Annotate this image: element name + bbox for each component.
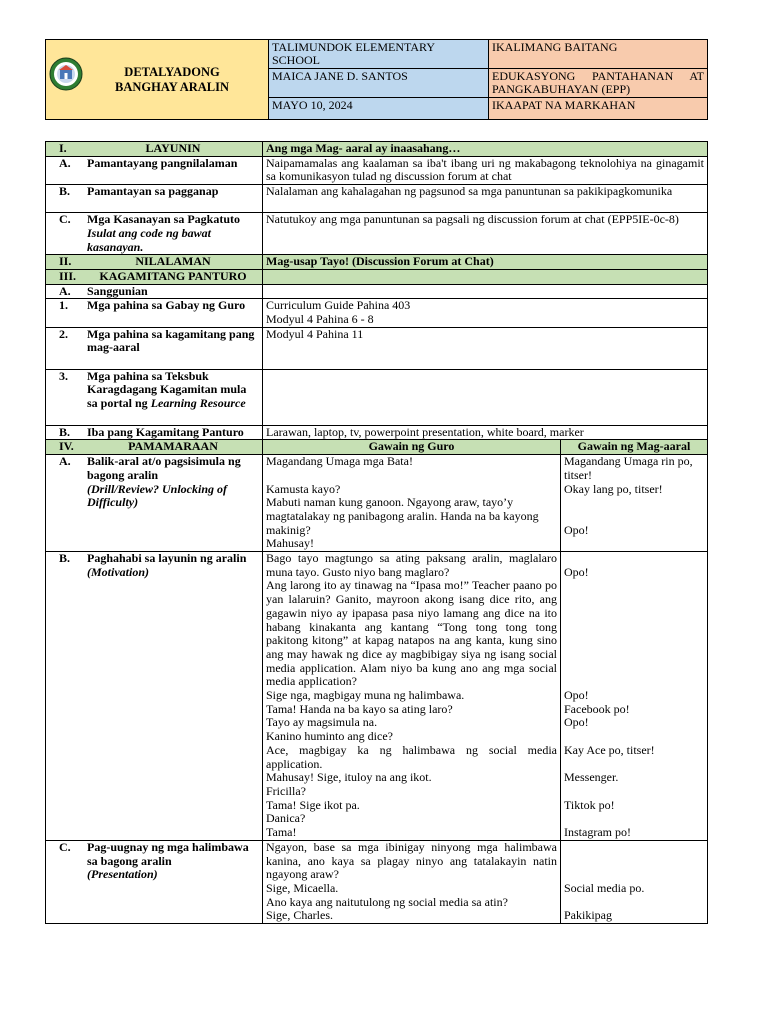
mag-aaral-line xyxy=(564,621,704,635)
mag-aaral-line: Opo! xyxy=(564,522,589,537)
item-value xyxy=(263,299,708,327)
item-sublabel: Isulat ang code ng bawat kasanayan. xyxy=(87,225,212,254)
item-letter: A. xyxy=(59,155,71,170)
column-header-guro: Gawain ng Guro xyxy=(263,440,561,455)
section-label: PAMAMARAAN xyxy=(128,439,218,454)
mag-aaral-line: Messenger. xyxy=(564,770,619,785)
mag-aaral-line: Kay Ace po, titser! xyxy=(564,742,655,757)
subject-name xyxy=(489,69,708,98)
guro-line: Ang larong ito ay tinawag na “Ipasa mo!” Teacher paano po yan lalaruin? Ganito, mayroon akong isang dice rito, ang gagawin niyo ay ipapasa pasa niyo lamang ang dice na ito habang kinakanta ang kantang “Tong tong tong tong pakitong kitong” at kapag natapos na ang kanta, kung sino ang may hawak ng dice ay magbibigay siya ng isang social media application. Alam niyo ba kung ano ang mga social media application? xyxy=(266,578,557,689)
mag-aaral-line: Social media po. xyxy=(564,880,645,895)
procedure-row-a xyxy=(46,455,708,552)
item-label: Mga pahina sa Gabay ng Guro xyxy=(87,298,246,313)
mag-aaral-line xyxy=(564,662,704,676)
guro-line: Fricilla? xyxy=(266,784,306,798)
procedure-row-c xyxy=(46,840,708,923)
guro-line: Magandang Umaga mga Bata! xyxy=(266,454,413,469)
item-label: Mga pahina sa Teksbuk Karagdagang Kagamitan mula sa portal ng xyxy=(87,368,247,411)
mag-aaral-line xyxy=(564,785,704,799)
item-sublabel: (Drill/Review? Unlocking of Difficulty) xyxy=(87,481,227,510)
guro-line: Kanino huminto ang dice? xyxy=(266,729,393,744)
guro-activity xyxy=(263,840,561,923)
guro-line: Sige, Charles. xyxy=(266,908,333,923)
title-line-1: DETALYADONG xyxy=(124,64,220,79)
item-label-italic: Learning Resource xyxy=(150,396,246,411)
mag-aaral-line xyxy=(564,812,704,826)
quarter-name: IKAAPAT NA MARKAHAN xyxy=(489,98,708,120)
mag-aaral-activity xyxy=(561,552,708,841)
row-gabay xyxy=(46,299,708,327)
item-letter: A. xyxy=(59,454,71,469)
guro-line: Kamusta kayo? xyxy=(266,481,341,496)
item-value: Naipamamalas ang kaalaman sa iba't ibang uri ng makabagong teknolohiya na ginagamit sa komunikasyon tulad ng discussion forum at chat xyxy=(263,156,708,184)
section-label: LAYUNIN xyxy=(145,141,201,155)
section-kagamitang xyxy=(46,269,708,284)
section-number: II. xyxy=(59,254,72,269)
mag-aaral-line xyxy=(564,648,704,662)
row-iba-pang xyxy=(46,425,708,440)
lesson-date: MAYO 10, 2024 xyxy=(269,98,489,120)
item-letter: A. xyxy=(59,283,71,298)
row-kagamitang-mag-aaral xyxy=(46,327,708,369)
mag-aaral-activity xyxy=(561,840,708,923)
mag-aaral-line xyxy=(564,552,704,566)
section-label: NILALAMAN xyxy=(135,254,211,269)
section-layunin xyxy=(46,142,708,157)
guro-line: Ano kaya ang naitutulong ng social media sa atin? xyxy=(266,894,508,909)
grade-level: IKALIMANG BAITANG xyxy=(489,40,708,69)
mag-aaral-line xyxy=(564,607,704,621)
mag-aaral-line xyxy=(564,841,704,855)
section-pamamaraan xyxy=(46,440,708,455)
item-label: Mga Kasanayan sa Pagkatuto xyxy=(87,212,241,227)
guro-line: Ace, magbigay ka ng halimbawa ng social media application. xyxy=(266,742,557,771)
guro-line: Bago tayo magtungo sa ating paksang aralin, maglalaro muna tayo. Gusto niyo bang maglaro? xyxy=(266,551,557,579)
procedure-row-b xyxy=(46,552,708,841)
row-teksbuk xyxy=(46,369,708,425)
item-letter: B. xyxy=(59,551,71,566)
item-value-line: Modyul 4 Pahina 6 - 8 xyxy=(266,312,374,327)
item-letter: B. xyxy=(59,424,71,439)
guro-line: Tama! xyxy=(266,825,297,840)
section-number: IV. xyxy=(59,439,74,454)
mag-aaral-line xyxy=(564,579,704,593)
item-sublabel: (Presentation) xyxy=(87,867,158,882)
mag-aaral-line: Opo! xyxy=(564,687,589,702)
mag-aaral-line xyxy=(564,855,704,869)
item-label: Sanggunian xyxy=(87,283,148,298)
guro-line: Tayo ay magsimula na. xyxy=(266,715,378,730)
guro-line xyxy=(266,469,557,483)
item-label: Mga pahina sa kagamitang pang mag-aaral xyxy=(87,326,255,355)
item-value: Larawan, laptop, tv, powerpoint presentation, white board, marker xyxy=(263,425,708,440)
row-pamantayang xyxy=(46,156,708,184)
item-value: Nalalaman ang kahalagahan ng pagsunod sa mga panuntunan sa pakikipagkomunika xyxy=(263,185,708,213)
item-value xyxy=(263,369,708,425)
section-value: Mag-usap Tayo! (Discussion Forum at Chat) xyxy=(263,255,708,270)
guro-line: Sige, Micaella. xyxy=(266,880,339,895)
mag-aaral-activity xyxy=(561,455,708,552)
section-value: Ang mga Mag- aaral ay inaasahang… xyxy=(263,142,708,157)
item-label: Pamantayang pangnilalaman xyxy=(87,155,238,170)
section-number: I. xyxy=(59,141,67,155)
guro-activity xyxy=(263,552,561,841)
guro-line: Sige nga, magbigay muna ng halimbawa. xyxy=(266,688,465,703)
mag-aaral-line xyxy=(564,675,704,689)
item-sublabel: (Motivation) xyxy=(87,564,149,579)
mag-aaral-line xyxy=(564,496,704,510)
item-label: Pag-uugnay ng mga halimbawa sa bagong aralin xyxy=(87,839,249,868)
item-label: Balik-aral at/o pagsisimula ng bagong aralin xyxy=(87,454,241,482)
title-cell xyxy=(46,40,269,120)
header-table xyxy=(45,39,708,120)
mag-aaral-line: Opo! xyxy=(564,564,589,579)
row-sanggunian xyxy=(46,284,708,299)
section-number: III. xyxy=(59,268,77,283)
item-label: Pamantayan sa pagganap xyxy=(87,184,219,199)
item-value: Natutukoy ang mga panuntunan sa pagsali ng discussion forum at chat (EPP5IE-0c-8) xyxy=(263,213,708,255)
item-number: 2. xyxy=(59,326,68,341)
guro-line: Mabuti naman kung ganoon. Ngayong araw, tayo’y magtatalakay ng panibagong aralin. Handa na ba kayong makinig? xyxy=(266,495,539,537)
mag-aaral-line xyxy=(564,593,704,607)
guro-line: Tama! Handa na ba kayo sa ating laro? xyxy=(266,701,453,716)
mag-aaral-line: Okay lang po, titser! xyxy=(564,481,663,496)
section-label: KAGAMITANG PANTURO xyxy=(99,268,247,283)
guro-line: Tama! Sige ikot pa. xyxy=(266,797,360,812)
item-value-line: Curriculum Guide Pahina 403 xyxy=(266,298,411,313)
item-value xyxy=(263,284,708,299)
mag-aaral-line xyxy=(564,634,704,648)
item-number: 3. xyxy=(59,368,68,383)
mag-aaral-line: Tiktok po! xyxy=(564,797,615,812)
item-letter: B. xyxy=(59,184,71,199)
column-header-mag-aaral: Gawain ng Mag-aaral xyxy=(561,440,708,455)
row-kasanayan xyxy=(46,213,708,255)
mag-aaral-line: Pakikipag xyxy=(564,908,612,923)
mag-aaral-line: Opo! xyxy=(564,715,589,730)
guro-line: Mahusay! xyxy=(266,536,314,551)
mag-aaral-line xyxy=(564,510,704,524)
guro-activity xyxy=(263,455,561,552)
mag-aaral-line xyxy=(564,730,704,744)
section-value xyxy=(263,269,708,284)
title-line-2: BANGHAY ARALIN xyxy=(114,79,230,94)
section-nilalaman xyxy=(46,255,708,270)
row-pagganap xyxy=(46,185,708,213)
guro-line: Danica? xyxy=(266,811,306,826)
mag-aaral-line: Facebook po! xyxy=(564,701,630,716)
lesson-plan-table xyxy=(45,141,708,924)
item-number: 1. xyxy=(59,298,68,313)
subject-text: EDUKASYONG PANTAHANAN AT PANGKABUHAYAN (EPP) xyxy=(492,69,704,96)
item-value: Modyul 4 Pahina 11 xyxy=(263,327,708,369)
item-label: Iba pang Kagamitang Panturo xyxy=(87,424,244,439)
item-letter: C. xyxy=(59,839,71,854)
item-letter: C. xyxy=(59,212,71,227)
guro-line: Mahusay! Sige, ituloy na ang ikot. xyxy=(266,770,432,785)
item-label: Paghahabi sa layunin ng aralin xyxy=(87,551,247,566)
school-name: TALIMUNDOK ELEMENTARY SCHOOL xyxy=(269,40,489,69)
guro-line: Ngayon, base sa mga ibinigay ninyong mga halimbawa kanina, ano kaya sa plagay ninyo ang tatalakayin natin ngayong araw? xyxy=(266,839,557,882)
mag-aaral-line xyxy=(564,757,704,771)
mag-aaral-line xyxy=(564,868,704,882)
school-seal-icon xyxy=(49,57,83,91)
mag-aaral-line: Magandang Umaga rin po, titser! xyxy=(564,454,693,482)
mag-aaral-line xyxy=(564,896,704,910)
mag-aaral-line: Instagram po! xyxy=(564,824,631,839)
teacher-name: MAICA JANE D. SANTOS xyxy=(269,69,489,98)
